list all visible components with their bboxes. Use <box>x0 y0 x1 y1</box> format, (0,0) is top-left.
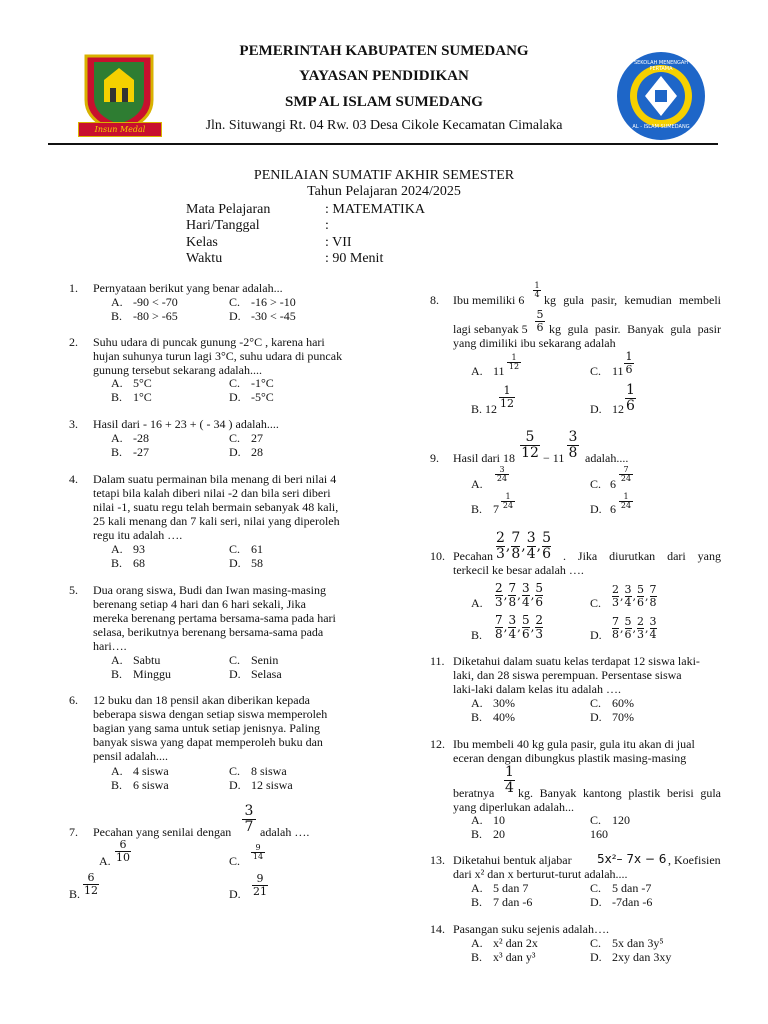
q10-number: 10. <box>430 549 445 563</box>
q6-text-line: beberapa siswa dengan setiap siswa memperoleh <box>93 707 328 721</box>
q2-text-line: gunung tersebut sekarang adalah.... <box>93 363 262 377</box>
option-letter: D. <box>590 710 602 724</box>
exam-info-value: : <box>325 218 329 233</box>
q10-text: Pecahan <box>453 549 493 563</box>
exam-year: Tahun Pelajaran 2024/2025 <box>307 184 461 199</box>
fraction: 5 6 <box>637 583 644 609</box>
fraction: 5 6 <box>624 615 632 641</box>
q5-text-line: selasa, berikutnya berenang bersama-sama pada <box>93 625 324 639</box>
q7-fraction: 3 7 <box>242 804 256 834</box>
comma: , <box>536 538 542 555</box>
q14-text: Pasangan suku sejenis adalah…. <box>453 922 609 936</box>
q11-text-line: laki, dan 28 siswa perempuan. Persentase siswa <box>453 668 682 682</box>
option-letter: C. <box>590 881 602 895</box>
q13-expression: 5x²– 7x − 6 <box>597 852 667 866</box>
q9-text-tail: adalah.... <box>585 451 629 465</box>
q9-option-b-fraction: 1 24 <box>502 492 514 511</box>
q7-text: Pecahan yang senilai dengan <box>93 825 232 839</box>
option-letter: B. <box>111 667 123 681</box>
q6-option-c: 8 siswa <box>251 764 287 778</box>
comma: , <box>505 538 511 555</box>
q8-option-a-fraction: 1 12 <box>508 353 520 372</box>
q7-option-a: 6 10 <box>116 838 130 864</box>
q1-number: 1. <box>69 281 78 295</box>
comma: , <box>645 621 649 635</box>
fraction: 5 6 <box>542 530 552 562</box>
option-letter: C. <box>590 813 602 827</box>
q1-option-a: -90 < -70 <box>133 295 178 309</box>
q8-text-line: yang dimiliki ibu sekarang adalah <box>453 336 616 350</box>
header-address: Jln. Situwangi Rt. 04 Rw. 03 Desa Cikole Kecamatan Cimalaka <box>205 118 563 133</box>
q3-option-a: -28 <box>133 431 149 445</box>
q10-text-tail: . Jika diurutkan dari yang <box>563 549 721 563</box>
header-line3: SMP AL ISLAM SUMEDANG <box>285 94 483 110</box>
q12-text-line: beratnya <box>453 786 495 800</box>
q12-option-d: 160 <box>590 827 608 841</box>
q5-text-line: hari…. <box>93 639 127 653</box>
comma: , <box>632 621 636 635</box>
fraction: 7 8 <box>612 615 619 641</box>
option-letter: A. <box>471 596 483 610</box>
q6-text-line: 12 buku dan 18 pensil akan diberikan kepada <box>93 693 310 707</box>
exam-info-label: Kelas <box>186 235 218 250</box>
q5-number: 5. <box>69 583 78 597</box>
q6-option-a: 4 siswa <box>133 764 169 778</box>
option-letter: A. <box>471 364 483 378</box>
comma: , <box>503 620 508 635</box>
q9-option-c: 6 <box>610 477 616 491</box>
q6-text-line: banyak siswa yang dapat memperoleh buku dan <box>93 735 323 749</box>
option-letter: A. <box>111 653 123 667</box>
option-letter: B. <box>111 445 123 459</box>
q4-text-line: nilai -1, suatu regu telah bermain sebanyak 48 kali, <box>93 500 339 514</box>
comma: , <box>645 589 649 603</box>
option-letter: B. <box>69 887 81 901</box>
exam-info-label: Mata Pelajaran <box>186 202 271 217</box>
option-letter: D. <box>229 778 241 792</box>
q5-text-line: mereka berenang pertama bersama-sama pada hari <box>93 611 336 625</box>
option-letter: A. <box>111 542 123 556</box>
exam-info-label: Waktu <box>186 251 223 266</box>
option-letter: C. <box>229 431 241 445</box>
q9-option-d-fraction: 1 24 <box>620 492 632 511</box>
q3-number: 3. <box>69 417 78 431</box>
q9-text: Hasil dari 18 <box>453 451 515 465</box>
fraction: 2 3 <box>496 530 505 562</box>
q1-option-d: -30 < -45 <box>251 309 296 323</box>
q11-number: 11. <box>430 654 445 668</box>
exam-info-value: : VII <box>325 235 352 250</box>
option-letter: C. <box>229 854 241 868</box>
q12-text-line: Ibu membeli 40 kg gula pasir, gula itu akan di jual <box>453 737 695 751</box>
option-letter: B. <box>111 309 123 323</box>
q9-number: 9. <box>430 451 439 465</box>
option-letter: C. <box>590 596 602 610</box>
exam-info-value: : 90 Menit <box>325 251 384 266</box>
fraction: 3 4 <box>649 615 657 641</box>
q8-text-line: kg gula pasir. Banyak gula pasir <box>549 322 721 336</box>
q11-text-line: Diketahui dalam suatu kelas terdapat 12 siswa laki- <box>453 654 700 668</box>
q11-option-c: 60% <box>612 696 634 710</box>
option-letter: C. <box>590 477 602 491</box>
q8-text-line: Ibu memiliki 6 <box>453 293 525 307</box>
q1-option-b: -80 > -65 <box>133 309 178 323</box>
fraction: 7 8 <box>511 530 521 562</box>
q3-text: Hasil dari - 16 + 23 + ( - 34 ) adalah.... <box>93 417 279 431</box>
q12-text-line: kg. Banyak kantong plastik berisi gula <box>518 786 721 800</box>
option-letter: D. <box>590 628 602 642</box>
fraction: 3 4 <box>526 530 536 562</box>
option-letter: D. <box>590 895 602 909</box>
q13-text-line: dari x² dan x berturut-turut adalah.... <box>453 867 628 881</box>
q13-option-a: 5 dan 7 <box>493 881 529 895</box>
exam-title: PENILAIAN SUMATIF AKHIR SEMESTER <box>253 168 515 183</box>
option-letter: B. <box>471 710 483 724</box>
option-letter: D. <box>229 309 241 323</box>
right-logo-top-text: SEKOLAH MENENGAH PERTAMA <box>633 60 689 72</box>
q4-option-c: 61 <box>251 542 263 556</box>
q4-text-line: regu itu adalah …. <box>93 528 183 542</box>
q11-text-line: laki-laki dalam kelas itu adalah …. <box>453 682 621 696</box>
q8-fraction: 1 4 <box>534 281 540 300</box>
q2-option-c: -1°C <box>251 376 274 390</box>
option-letter: B. <box>471 502 483 516</box>
option-letter: D. <box>229 556 241 570</box>
q12-option-b: 20 <box>493 827 505 841</box>
fraction: 7 8 <box>508 581 517 609</box>
q2-text-line: Suhu udara di puncak gunung -2°C , karena hari <box>93 335 325 349</box>
option-letter: B. <box>471 895 483 909</box>
q4-option-d: 58 <box>251 556 263 570</box>
q11-option-b: 40% <box>493 710 515 724</box>
q9-option-d: 6 <box>610 502 616 516</box>
q5-option-c: Senin <box>251 653 279 667</box>
right-logo-text: AL - ISLAM SUMEDANG <box>632 124 690 130</box>
option-letter: A. <box>471 696 483 710</box>
fraction: 3 4 <box>521 581 530 609</box>
comma: , <box>530 588 535 603</box>
q10-option-b <box>495 611 555 641</box>
option-letter: B. <box>111 390 123 404</box>
option-letter: B. <box>471 950 483 964</box>
q2-option-a: 5°C <box>133 376 152 390</box>
comma: , <box>530 620 535 635</box>
fraction: 3 4 <box>624 583 632 609</box>
q14-option-b: x³ dan y³ <box>493 950 536 964</box>
q8-fraction: 5 6 <box>536 308 544 334</box>
q13-text-line: , Koefisien <box>668 853 721 867</box>
option-letter: A. <box>471 477 483 491</box>
q3-option-d: 28 <box>251 445 263 459</box>
option-letter: A. <box>471 813 483 827</box>
q10-text-line: terkecil ke besar adalah …. <box>453 563 584 577</box>
q2-option-b: 1°C <box>133 390 152 404</box>
q12-text-line: eceran dengan dibungkus plastik masing-masing <box>453 751 687 765</box>
q8-option-c: 11 <box>612 364 624 378</box>
option-letter: A. <box>99 854 111 868</box>
q10-option-a <box>495 579 555 609</box>
q10-option-d <box>612 612 672 640</box>
q9-text-mid: − 11 <box>543 451 565 465</box>
q9-option-b: 7 <box>493 502 499 516</box>
fraction: 2 3 <box>535 613 544 641</box>
option-letter: A. <box>471 881 483 895</box>
option-letter: C. <box>229 542 241 556</box>
q9-option-c-fraction: 7 24 <box>620 465 632 484</box>
option-letter: A. <box>111 764 123 778</box>
option-letter: C. <box>590 364 602 378</box>
option-letter: B. <box>471 628 483 642</box>
option-letter: B. <box>471 827 483 841</box>
q8-option-c-fraction: 1 6 <box>625 350 633 376</box>
left-logo-ribbon: Insun Medal <box>78 122 162 137</box>
q14-option-d: 2xy dan 3xy <box>612 950 672 964</box>
q8-text-line: kg gula pasir, kemudian membeli <box>544 293 721 307</box>
fraction: 7 8 <box>495 613 503 641</box>
q13-option-b: 7 dan -6 <box>493 895 533 909</box>
q11-option-a: 30% <box>493 696 515 710</box>
q4-option-a: 93 <box>133 542 145 556</box>
q4-text-line: tetapi bila kalah diberi nilai -2 dan bila seri diberi <box>93 486 331 500</box>
q13-text-line: Diketahui bentuk aljabar <box>453 853 572 867</box>
q8-option-d-fraction: 1 6 <box>626 382 635 414</box>
option-letter: D. <box>229 887 241 901</box>
q7-text-tail: adalah …. <box>260 825 310 839</box>
q6-number: 6. <box>69 693 78 707</box>
q4-text-line: Dalam suatu permainan bila menang di beri nilai 4 <box>93 472 337 486</box>
option-letter: A. <box>471 936 483 950</box>
fraction: 2 3 <box>495 581 503 609</box>
q8-option-b-fraction: 1 12 <box>500 384 514 410</box>
q4-number: 4. <box>69 472 78 486</box>
q3-option-b: -27 <box>133 445 149 459</box>
q12-number: 12. <box>430 737 445 751</box>
comma: , <box>521 538 526 555</box>
option-letter: D. <box>229 667 241 681</box>
q8-option-a: 11 <box>493 364 505 378</box>
q14-number: 14. <box>430 922 445 936</box>
fraction: 5 6 <box>535 581 544 609</box>
q6-text-line: bagian yang sama untuk setiap jenisnya. Paling <box>93 721 320 735</box>
exam-info-value: : MATEMATIKA <box>325 202 425 217</box>
header-line2: YAYASAN PENDIDIKAN <box>299 68 469 84</box>
q14-option-c: 5x dan 3y⁵ <box>612 936 664 950</box>
q9-fraction: 5 12 <box>521 429 539 461</box>
q5-text-line: berenang setiap 4 hari dan 6 hari sekali, Jika <box>93 597 306 611</box>
q2-number: 2. <box>69 335 78 349</box>
q9-fraction: 3 8 <box>568 429 578 461</box>
q9-option-a: 3 24 <box>496 465 508 484</box>
q1-option-c: -16 > -10 <box>251 295 296 309</box>
q14-option-a: x² dan 2x <box>493 936 538 950</box>
exam-info-label: Hari/Tanggal <box>186 218 260 233</box>
option-letter: B. <box>111 778 123 792</box>
q6-option-b: 6 siswa <box>133 778 169 792</box>
fraction: 7 8 <box>649 583 657 609</box>
q4-option-b: 68 <box>133 556 145 570</box>
q10-stem-fractions <box>496 529 566 563</box>
option-letter: C. <box>229 653 241 667</box>
option-letter: B. <box>111 556 123 570</box>
option-letter: A. <box>111 431 123 445</box>
q7-option-b: 6 12 <box>84 871 98 897</box>
q5-option-d: Selasa <box>251 667 282 681</box>
option-letter: A. <box>111 295 123 309</box>
q7-option-c: 9 14 <box>252 843 264 862</box>
q7-number: 7. <box>69 825 78 839</box>
q6-option-d: 12 siswa <box>251 778 293 792</box>
fraction: 3 4 <box>508 613 517 641</box>
q8-option-d: 12 <box>612 402 624 416</box>
header-divider <box>48 143 718 145</box>
option-letter: A. <box>111 376 123 390</box>
q4-text-line: 25 kali menang dan 7 kali seri, nilai yang diperoleh <box>93 514 340 528</box>
q13-number: 13. <box>430 853 445 867</box>
q8-text-line: lagi sebanyak 5 <box>453 322 528 336</box>
option-letter: D. <box>229 445 241 459</box>
option-letter: C. <box>590 696 602 710</box>
q3-option-c: 27 <box>251 431 263 445</box>
q5-option-b: Minggu <box>133 667 172 681</box>
option-letter: D. <box>590 502 602 516</box>
option-letter: C. <box>590 936 602 950</box>
option-letter: D. <box>229 390 241 404</box>
comma: , <box>620 621 624 635</box>
q12-text-line: yang diperlukan adalah... <box>453 800 574 814</box>
fraction: 2 3 <box>637 615 644 641</box>
q1-text: Pernyataan berikut yang benar adalah... <box>93 281 283 295</box>
option-letter: D. <box>590 950 602 964</box>
q6-text-line: pensil adalah.... <box>93 749 168 763</box>
q8-option-b: B. 12 <box>471 402 498 416</box>
q5-text-line: Dua orang siswa, Budi dan Iwan masing-masing <box>93 583 326 597</box>
q13-option-c: 5 dan -7 <box>612 881 652 895</box>
comma: , <box>517 588 521 603</box>
comma: , <box>632 589 636 603</box>
comma: , <box>503 588 508 603</box>
option-letter: C. <box>229 376 241 390</box>
option-letter: C. <box>229 295 241 309</box>
q2-option-d: -5°C <box>251 390 274 404</box>
comma: , <box>620 589 624 603</box>
comma: , <box>517 620 521 635</box>
q8-number: 8. <box>430 293 439 307</box>
q7-option-d: 9 21 <box>253 872 267 898</box>
option-letter: D. <box>590 402 602 416</box>
q12-option-c: 120 <box>612 813 630 827</box>
q13-option-d: -7dan -6 <box>612 895 653 909</box>
q12-option-a: 10 <box>493 813 505 827</box>
fraction: 2 3 <box>612 583 619 609</box>
q11-option-d: 70% <box>612 710 634 724</box>
q5-option-a: Sabtu <box>133 653 161 667</box>
q10-option-c <box>612 580 672 608</box>
q12-fraction: 1 4 <box>505 764 514 796</box>
header-line1: PEMERINTAH KABUPATEN SUMEDANG <box>239 43 529 59</box>
fraction: 5 6 <box>521 613 530 641</box>
q2-text-line: hujan suhunya turun lagi 3°C, suhu udara di puncak <box>93 349 343 363</box>
option-letter: C. <box>229 764 241 778</box>
